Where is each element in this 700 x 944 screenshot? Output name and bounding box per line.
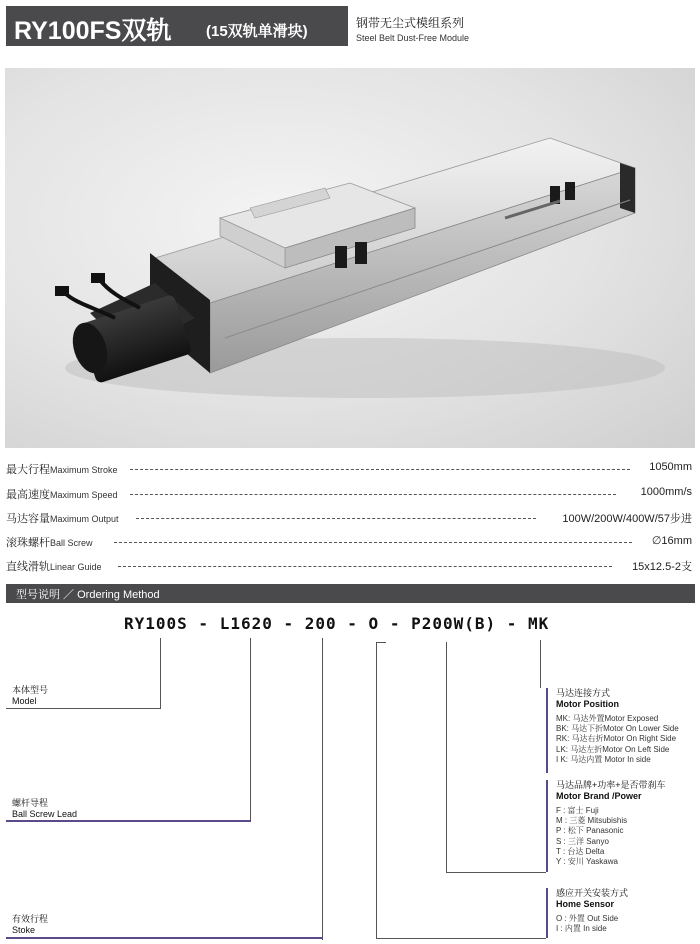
spec-label-cn: 最大行程 (6, 464, 50, 476)
spec-label-cn: 最高速度 (6, 489, 50, 501)
label-ball-screw-lead (12, 798, 77, 820)
leader-dashes (114, 542, 632, 543)
label-en: Stoke (12, 925, 36, 935)
spec-label-cn: 直线滑轨 (6, 561, 50, 573)
option-item: Y : 安川 Yaskawa (556, 857, 618, 867)
option-item: P : 松下 Panasonic (556, 826, 624, 836)
option-item: M : 三菱 Mitsubishis (556, 816, 628, 826)
spec-label-en: Linear Guide (50, 562, 102, 572)
option-item: I K: 马达内置 Motor In side (556, 754, 651, 764)
spec-label-en: Ball Screw (50, 538, 93, 548)
motor-position-title-cn: 马达连接方式 (556, 688, 611, 698)
motor-position-block (556, 688, 679, 765)
label-en: Ball Screw Lead (12, 809, 78, 819)
spec-value: 100W/200W/400W/57步进 (562, 513, 692, 525)
model-code: RY100S - L1620 - 200 - O - P200W(B) - MK (124, 614, 550, 633)
home-sensor-title-en: Home Sensor (556, 899, 615, 909)
label-en: Model (12, 696, 37, 706)
page-header (0, 0, 700, 52)
label-stroke (12, 914, 48, 936)
spec-label-cn: 滚珠螺杆 (6, 537, 50, 549)
motor-brand-title-en: Motor Brand /Power (556, 791, 642, 801)
option-item: BK: 马达下折Motor On Lower Side (556, 724, 679, 734)
spec-row-ball-screw (6, 532, 692, 552)
leader-dashes (130, 494, 616, 495)
option-item: S : 三洋 Sanyo (556, 836, 609, 846)
connector-motor-brand (446, 872, 546, 873)
connector-home-sensor (376, 938, 546, 939)
spec-row-linear-guide (6, 556, 692, 576)
connector-lead (250, 638, 251, 822)
series-name-cn: 钢带无尘式模组系列 (356, 16, 465, 30)
leader-dashes (118, 566, 612, 567)
connector-model (160, 638, 161, 708)
spec-label-en: Maximum Stroke (50, 465, 118, 475)
accent-underline-stroke (6, 937, 323, 939)
spec-row-speed (6, 484, 692, 504)
motor-brand-block (556, 780, 666, 867)
label-cn: 本体型号 (12, 685, 49, 695)
spec-value: ∅16mm (651, 535, 692, 547)
accent-bar-home-sensor (546, 888, 548, 938)
spec-label-cn: 马达容量 (6, 513, 50, 525)
motor-brand-title-cn: 马达品牌+功率+是否带刹车 (556, 780, 666, 790)
page-subtitle: (15双轨单滑块) (206, 23, 308, 40)
spec-value: 1000mm/s (640, 486, 692, 498)
spec-value: 15x12.5-2支 (632, 561, 692, 573)
spec-label-en: Maximum Output (50, 514, 119, 524)
linear-module-illustration (5, 68, 695, 448)
option-item: MK: 马达外置Motor Exposed (556, 714, 659, 723)
option-item: O : 外置 Out Side (556, 914, 619, 923)
home-sensor-title-cn: 感应开关安装方式 (556, 888, 629, 898)
leader-dashes (130, 469, 630, 470)
connector-motor-brand (446, 642, 447, 872)
option-item: LK: 马达左折Motor On Left Side (556, 744, 670, 754)
connector-stroke (322, 638, 323, 940)
label-model (12, 685, 48, 707)
spec-value: 1050mm (649, 461, 692, 473)
spec-row-output (6, 508, 692, 528)
accent-bar-motor-position (546, 688, 548, 773)
accent-bar-motor-brand (546, 780, 548, 872)
accent-underline-lead (6, 820, 251, 822)
spec-row-stroke (6, 459, 692, 479)
label-cn: 螺杆导程 (12, 798, 49, 808)
motor-position-title-en: Motor Position (556, 699, 619, 709)
option-item: F : 富士 Fuji (556, 806, 599, 815)
series-name-en: Steel Belt Dust-Free Module (356, 33, 470, 43)
ordering-section-title: 型号说明 ／ Ordering Method (16, 589, 160, 601)
option-item: T : 台达 Delta (556, 846, 605, 856)
connector-model (6, 708, 161, 709)
connector-motor-position (540, 640, 541, 688)
option-item: RK: 马达右折Motor On Right Side (556, 734, 677, 744)
home-sensor-block (556, 888, 628, 934)
option-item: I : 内置 In side (556, 924, 607, 934)
connector-home-sensor (376, 642, 386, 643)
page-title: RY100FS双轨 (14, 17, 172, 45)
spec-label-en: Maximum Speed (50, 490, 118, 500)
product-photo (5, 68, 695, 448)
label-cn: 有效行程 (12, 914, 49, 924)
leader-dashes (136, 518, 536, 519)
connector-home-sensor (376, 642, 377, 938)
